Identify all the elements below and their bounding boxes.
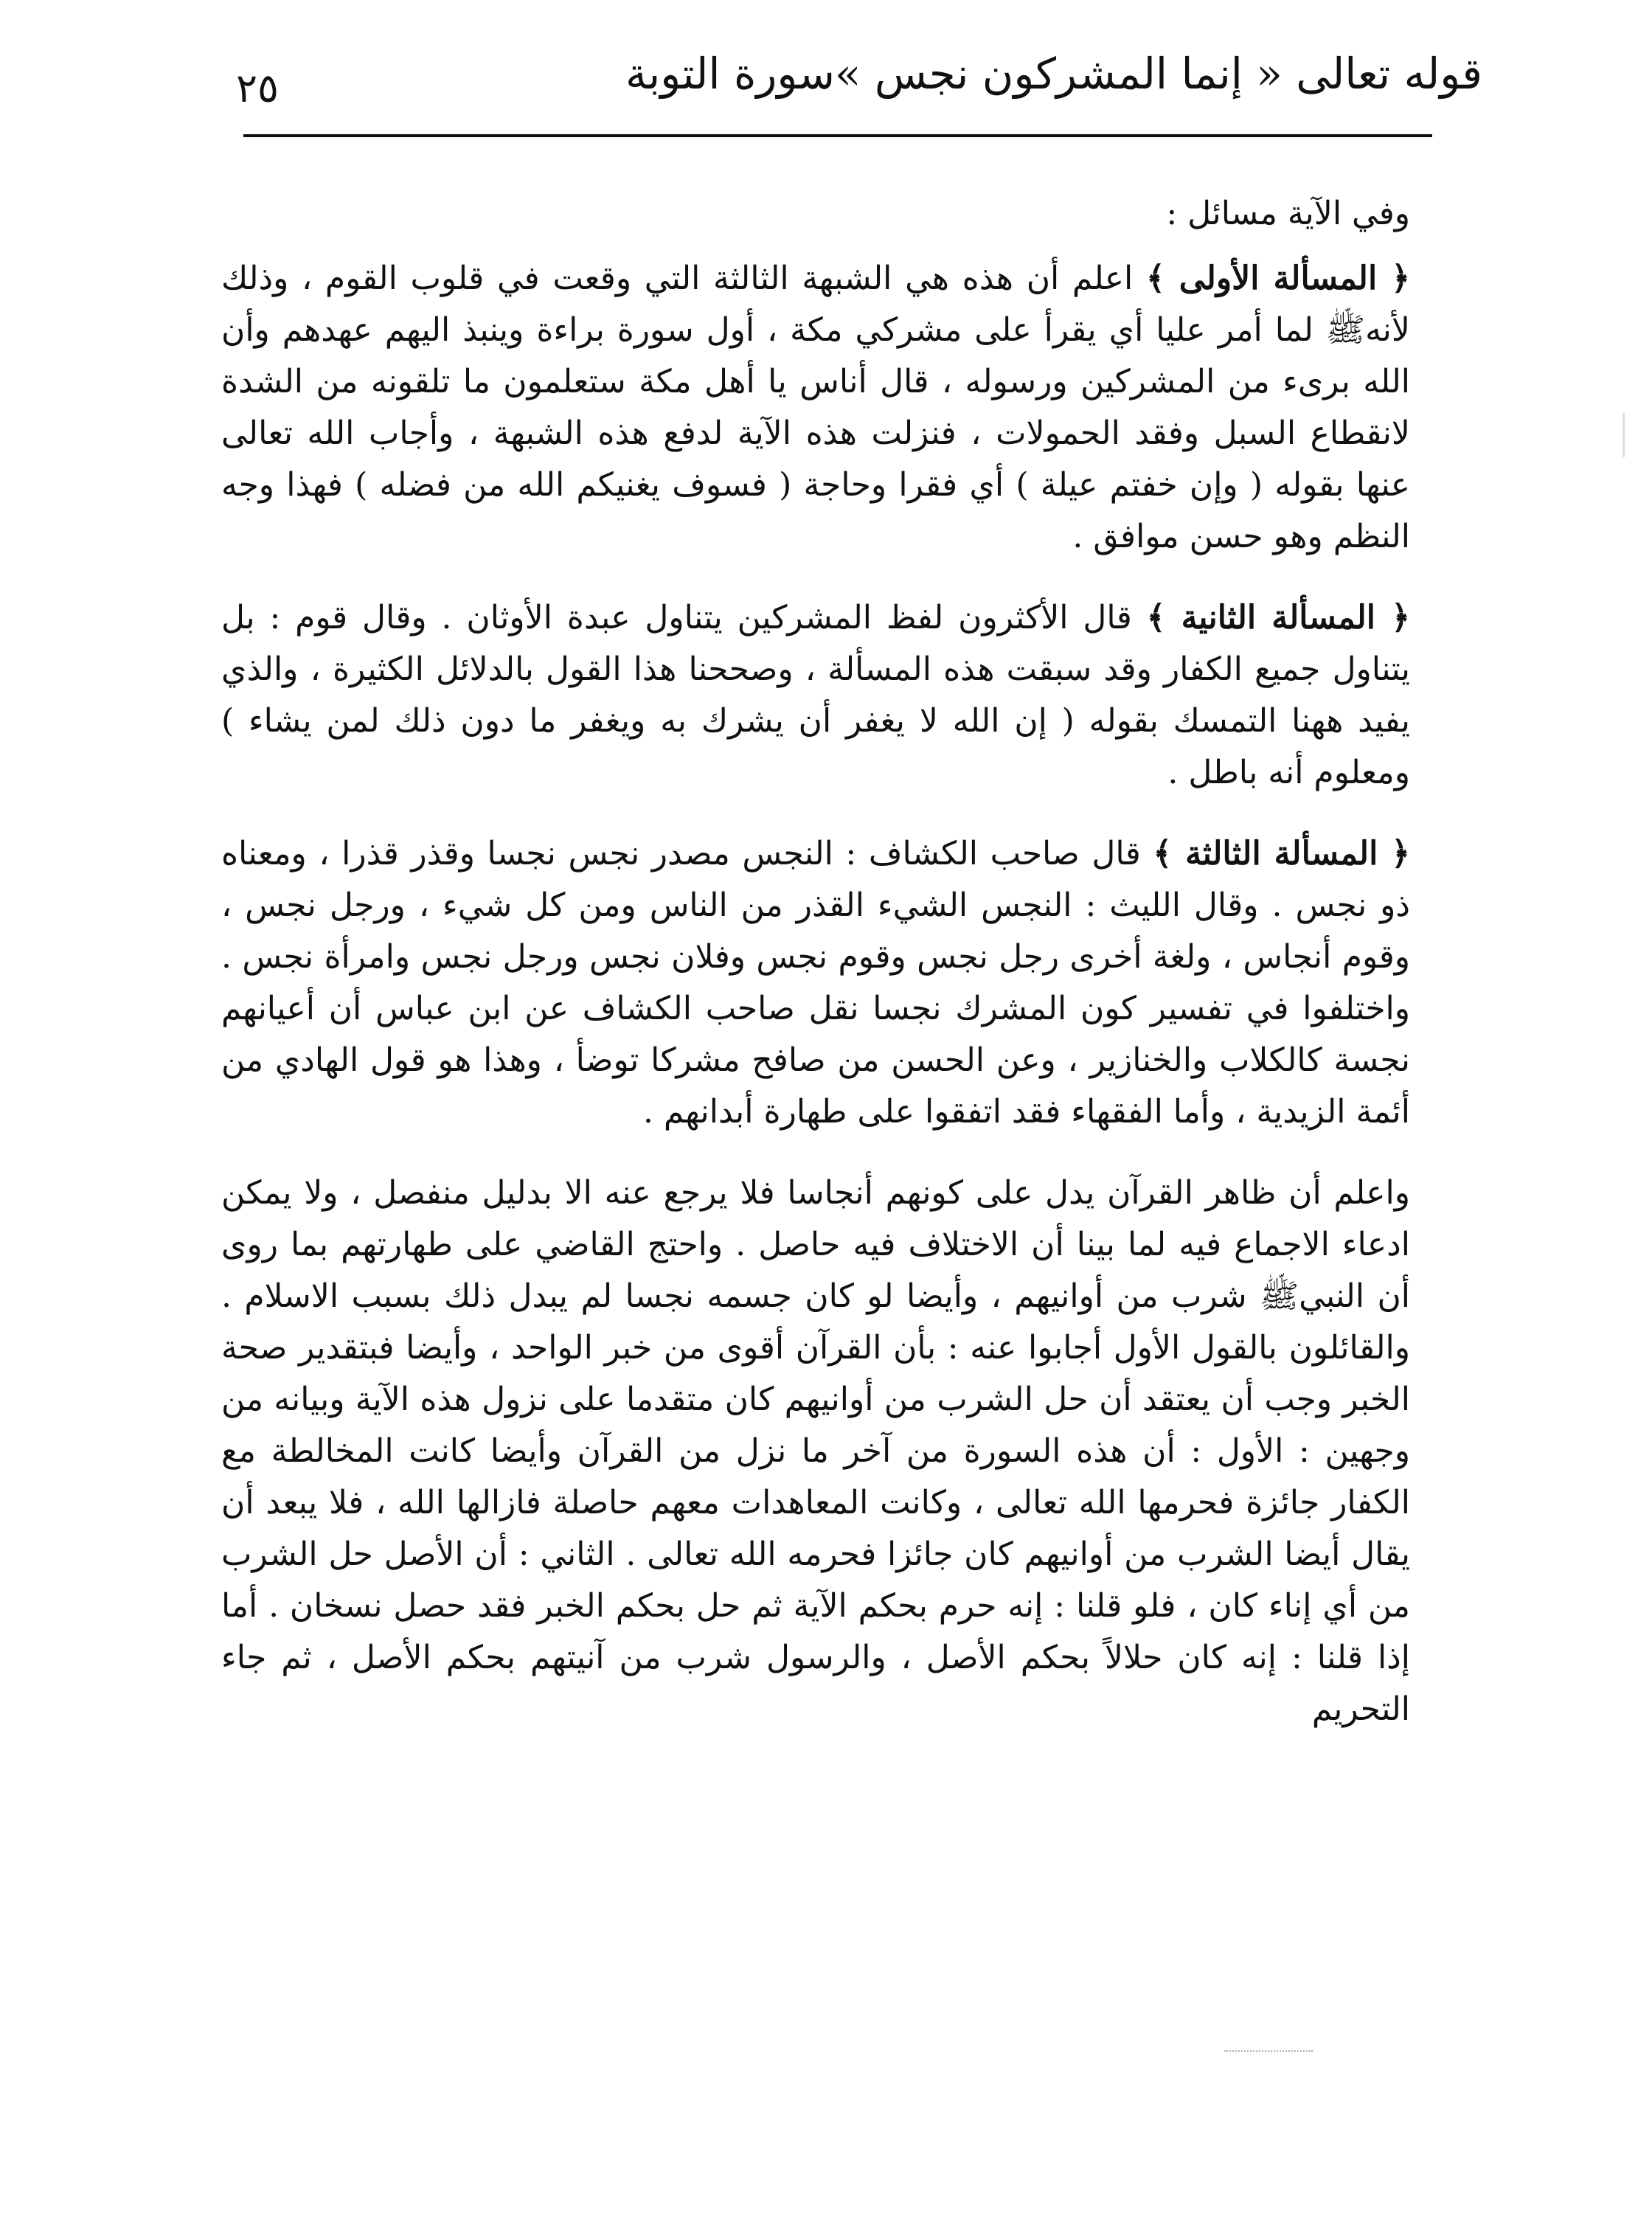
- masala-1-text: اعلم أن هذه هي الشبهة الثالثة التي وقعت في قلوب القوم ، وذلك لأنهﷺ لما أمر عليا أي يقرأ على مشركي مكة ، أول سورة براءة وينبذ اليهم عهدهم وأن الله برىء من المشركين ورسوله ، قال أناس يا أهل مكة ستعلمون ما تلقونه من الشدة لانقطاع السبل وفقد الحمولات ، فنزلت هذه الآية لدفع هذه الشبهة ، وأجاب الله تعالى عنها بقوله ( وإن خفتم عيلة ) أي فقرا وحاجة ( فسوف يغنيكم الله من فضله ) فهذا وجه النظم وهو حسن موافق .: [221, 260, 1410, 555]
- paragraph-discussion: واعلم أن ظاهر القرآن يدل على كونهم أنجاسا فلا يرجع عنه الا بدليل منفصل ، ولا يمكن ادعاء الاجماع فيه لما بينا أن الاختلاف فيه حاصل . واحتج القاضي على طهارتهم بما روى أن النبيﷺ شرب من أوانيهم ، وأيضا لو كان جسمه نجسا لم يبدل ذلك بسبب الاسلام . والقائلون بالقول الأول أجابوا عنه : بأن القرآن أقوى من خبر الواحد ، وأيضا فبتقدير صحة الخبر وجب أن يعتقد أن حل الشرب من أوانيهم كان متقدما على نزول هذه الآية وبيانه من وجهين : الأول : أن هذه السورة من آخر ما نزل من القرآن وأيضا كانت المخالطة مع الكفار جائزة فحرمها الله تعالى ، وكانت المعاهدات معهم حاصلة فازالها الله ، فلا يبعد أن يقال أيضا الشرب من أوانيهم كان جائزا فحرمه الله تعالى . الثاني : أن الأصل حل الشرب من أي إناء كان ، فلو قلنا : إنه حرم بحكم الآية ثم حل بحكم الخبر فقد حصل نسخان . أما إذا قلنا : إنه كان حلالاً بحكم الأصل ، والرسول شرب من آنيتهم بحكم الأصل ، ثم جاء التحريم: [221, 1174, 1410, 1728]
- masala-2-text: قال الأكثرون لفظ المشركين يتناول عبدة الأوثان . وقال قوم : بل يتناول جميع الكفار وقد سبقت هذه المسألة ، وصححنا هذا القول بالدلائل الكثيرة ، والذي يفيد ههنا التمسك بقوله ( إن الله لا يغفر أن يشرك به ويغفر ما دون ذلك لمن يشاء ) ومعلوم أنه باطل .: [221, 599, 1410, 791]
- bottom-ornament: [1224, 2050, 1313, 2061]
- masala-2-heading: ﴿ المسألة الثانية ﴾: [1146, 599, 1410, 636]
- masala-3-heading: ﴿ المسألة الثالثة ﴾: [1153, 835, 1411, 872]
- main-text: [221, 188, 1410, 1765]
- page-number: ٢٥: [236, 65, 280, 111]
- paragraph-masala-2: [221, 592, 1410, 799]
- paragraph-masala-1: [221, 253, 1410, 563]
- header-rule: [243, 134, 1432, 137]
- running-title: قوله تعالى « إنما المشركون نجس »سورة التوبة: [625, 49, 1482, 99]
- page-header: [236, 28, 1637, 124]
- paragraph-masala-3: [221, 828, 1410, 1138]
- margin-mark: [1622, 413, 1625, 457]
- masala-3-text: قال صاحب الكشاف : النجس مصدر نجس نجسا وقذر قذرا ، ومعناه ذو نجس . وقال الليث : النجس الشيء القذر من الناس ومن كل شيء ، ورجل نجس ، وقوم أنجاس ، ولغة أخرى رجل نجس وقوم نجس وفلان نجس ورجل نجس وامرأة نجس . واختلفوا في تفسير كون المشرك نجسا نقل صاحب الكشاف عن ابن عباس أن أعيانهم نجسة كالكلاب والخنازير ، وعن الحسن من صافح مشركا توضأ ، وهذا هو قول الهادي من أئمة الزيدية ، وأما الفقهاء فقد اتفقوا على طهارة أبدانهم .: [221, 835, 1411, 1131]
- intro-line: وفي الآية مسائل :: [1166, 195, 1410, 232]
- masala-1-heading: ﴿ المسألة الأولى ﴾: [1145, 260, 1410, 297]
